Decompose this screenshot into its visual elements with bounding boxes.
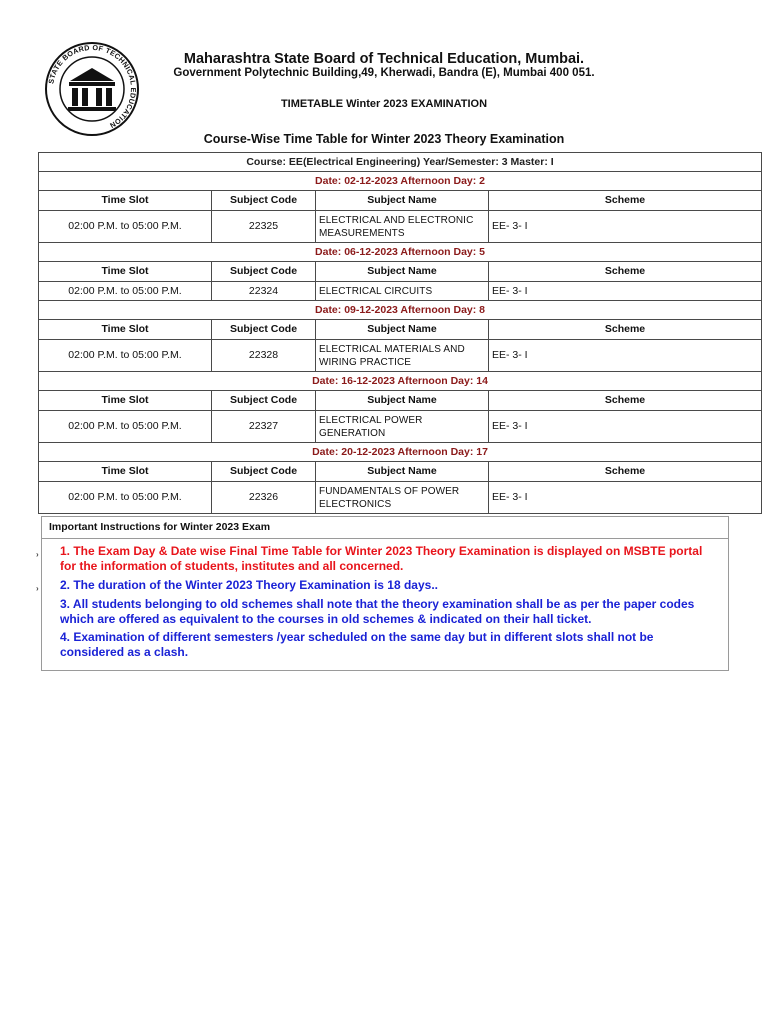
subject-code: 22327 — [212, 411, 316, 443]
header-time-slot: Time Slot — [39, 262, 212, 282]
header-subject-code: Subject Code — [212, 462, 316, 482]
column-header-row — [39, 262, 762, 282]
scheme: EE- 3- I — [489, 211, 762, 243]
organization-address: Government Polytechnic Building,49, Kherwadi, Bandra (E), Mumbai 400 051. — [173, 67, 595, 79]
header-scheme: Scheme — [489, 191, 762, 211]
bullet-icon: › — [36, 550, 39, 559]
date-row — [39, 172, 762, 191]
subject-code: 22325 — [212, 211, 316, 243]
subject-name: ELECTRICAL CIRCUITS — [316, 282, 489, 301]
exam-date: Date: 20-12-2023 Afternoon Day: 17 — [39, 443, 762, 462]
header-time-slot: Time Slot — [39, 391, 212, 411]
exam-date: Date: 02-12-2023 Afternoon Day: 2 — [39, 172, 762, 191]
instruction-item — [60, 597, 720, 627]
subject-name: FUNDAMENTALS OF POWER ELECTRONICS — [316, 482, 489, 514]
course-wise-title: Course-Wise Time Table for Winter 2023 Theory Examination — [203, 132, 565, 146]
time-slot: 02:00 P.M. to 05:00 P.M. — [39, 340, 212, 372]
time-slot: 02:00 P.M. to 05:00 P.M. — [39, 211, 212, 243]
bullet-icon: › — [36, 584, 39, 593]
header-subject-code: Subject Code — [212, 320, 316, 340]
subject-code: 22326 — [212, 482, 316, 514]
instruction-text: 2. The duration of the Winter 2023 Theory Examination is 18 days.. — [60, 578, 438, 592]
header-subject-name: Subject Name — [316, 391, 489, 411]
header-subject-name: Subject Name — [316, 262, 489, 282]
subject-code: 22328 — [212, 340, 316, 372]
svg-text:STATE BOARD OF TECHNICAL EDUCA: STATE BOARD OF TECHNICAL EDUCATION — [46, 42, 139, 131]
exam-date: Date: 09-12-2023 Afternoon Day: 8 — [39, 301, 762, 320]
column-header-row — [39, 191, 762, 211]
exam-row — [39, 482, 762, 514]
scheme: EE- 3- I — [489, 482, 762, 514]
exam-row — [39, 411, 762, 443]
instruction-text: 1. The Exam Day & Date wise Final Time Table for Winter 2023 Theory Examination is displayed on MSBTE portal for the information of students, institutes and all concerned. — [60, 544, 703, 573]
subject-name: ELECTRICAL AND ELECTRONIC MEASUREMENTS — [316, 211, 489, 243]
timetable-table — [38, 152, 762, 514]
header-subject-name: Subject Name — [316, 462, 489, 482]
column-header-row — [39, 320, 762, 340]
scheme: EE- 3- I — [489, 282, 762, 301]
scheme: EE- 3- I — [489, 411, 762, 443]
header-scheme: Scheme — [489, 462, 762, 482]
date-row — [39, 301, 762, 320]
header-scheme: Scheme — [489, 262, 762, 282]
header-time-slot: Time Slot — [39, 320, 212, 340]
organization-name: Maharashtra State Board of Technical Education, Mumbai. — [183, 51, 585, 67]
header-time-slot: Time Slot — [39, 191, 212, 211]
date-row — [39, 243, 762, 262]
header-time-slot: Time Slot — [39, 462, 212, 482]
time-slot: 02:00 P.M. to 05:00 P.M. — [39, 482, 212, 514]
course-info: Course: EE(Electrical Engineering) Year/Semester: 3 Master: I — [39, 153, 762, 172]
exam-row — [39, 282, 762, 301]
exam-row — [39, 211, 762, 243]
instruction-text: 3. All students belonging to old schemes shall note that the theory examination shall be as per the paper codes which are offered as equivalent to the courses in old schemes & indicated on their hall ticket. — [60, 597, 695, 626]
header-subject-code: Subject Code — [212, 191, 316, 211]
timetable-title: TIMETABLE Winter 2023 EXAMINATION — [280, 98, 488, 110]
subject-name: ELECTRICAL MATERIALS AND WIRING PRACTICE — [316, 340, 489, 372]
header-subject-code: Subject Code — [212, 391, 316, 411]
exam-row — [39, 340, 762, 372]
instructions-panel — [36, 516, 729, 671]
scheme: EE- 3- I — [489, 340, 762, 372]
instruction-item — [36, 544, 720, 574]
column-header-row — [39, 391, 762, 411]
exam-date: Date: 06-12-2023 Afternoon Day: 5 — [39, 243, 762, 262]
header-subject-code: Subject Code — [212, 262, 316, 282]
date-row — [39, 443, 762, 462]
time-slot: 02:00 P.M. to 05:00 P.M. — [39, 411, 212, 443]
instruction-item — [60, 630, 720, 660]
instructions-divider — [42, 538, 728, 539]
instructions-heading: Important Instructions for Winter 2023 Exam — [49, 521, 271, 533]
exam-date: Date: 16-12-2023 Afternoon Day: 14 — [39, 372, 762, 391]
column-header-row — [39, 462, 762, 482]
instruction-item — [36, 578, 720, 593]
header-scheme: Scheme — [489, 320, 762, 340]
subject-code: 22324 — [212, 282, 316, 301]
subject-name: ELECTRICAL POWER GENERATION — [316, 411, 489, 443]
header-subject-name: Subject Name — [316, 320, 489, 340]
msbte-logo-icon — [44, 41, 140, 137]
date-row — [39, 372, 762, 391]
course-info-row — [39, 153, 762, 172]
time-slot: 02:00 P.M. to 05:00 P.M. — [39, 282, 212, 301]
header-scheme: Scheme — [489, 391, 762, 411]
header-subject-name: Subject Name — [316, 191, 489, 211]
instruction-text: 4. Examination of different semesters /year scheduled on the same day but in different slots shall not be considered as a clash. — [60, 630, 654, 659]
